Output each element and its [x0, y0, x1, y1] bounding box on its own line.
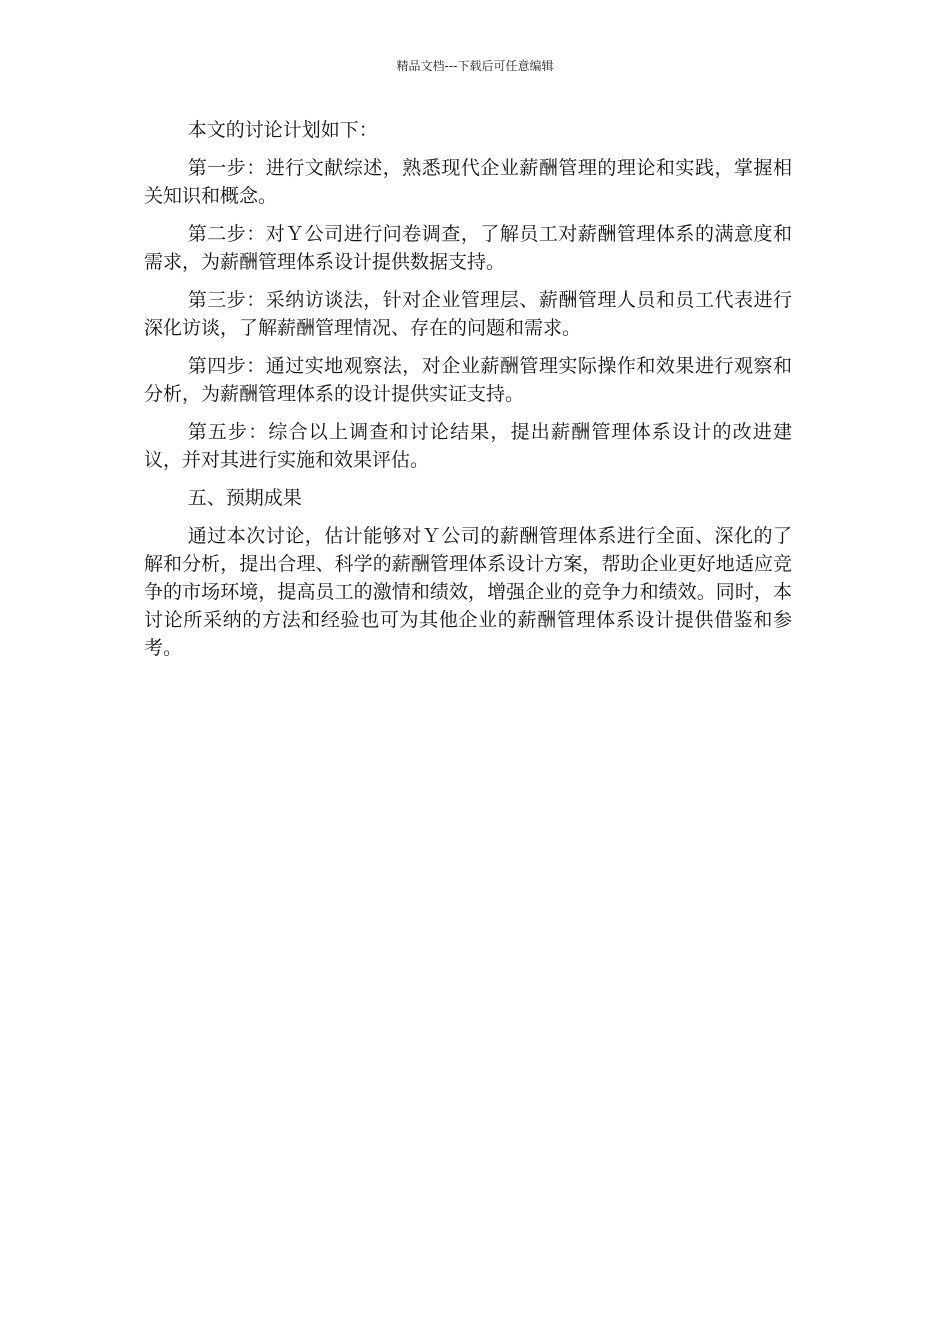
paragraph-expected-results: 通过本次讨论，估计能够对Ｙ公司的薪酬管理体系进行全面、深化的了解和分析，提出合理、科学的薪酬管理体系设计方案，帮助企业更好地适应竞争的市场环境，提高员工的激情和绩效，增强企业的竞争力和绩效。同时，本讨论所采纳的方法和经验也可为其他企业的薪酬管理体系设计提供借鉴和参考。: [144, 525, 792, 659]
section-heading-expected-results: 五、预期成果: [187, 487, 302, 509]
paragraph-step-4: 第四步：通过实地观察法，对企业薪酬管理实际操作和效果进行观察和分析，为薪酬管理体系的设计提供实证支持。: [144, 355, 792, 405]
paragraph-step-2: 第二步：对Ｙ公司进行问卷调查，了解员工对薪酬管理体系的满意度和需求，为薪酬管理体系设计提供数据支持。: [144, 223, 792, 273]
paragraph-step-5: 第五步：综合以上调查和讨论结果，提出薪酬管理体系设计的改进建议，并对其进行实施和效果评估。: [144, 421, 792, 471]
paragraph-step-1: 第一步：进行文献综述，熟悉现代企业薪酬管理的理论和实践，掌握相关知识和概念。: [144, 157, 792, 207]
paragraph-intro: 本文的讨论计划如下：: [187, 119, 378, 141]
document-body: [144, 116, 792, 672]
page-header: 精品文档---下载后可任意编辑: [396, 59, 554, 73]
paragraph-step-3: 第三步：采纳访谈法，针对企业管理层、薪酬管理人员和员工代表进行深化访谈，了解薪酬管理情况、存在的问题和需求。: [144, 289, 792, 339]
